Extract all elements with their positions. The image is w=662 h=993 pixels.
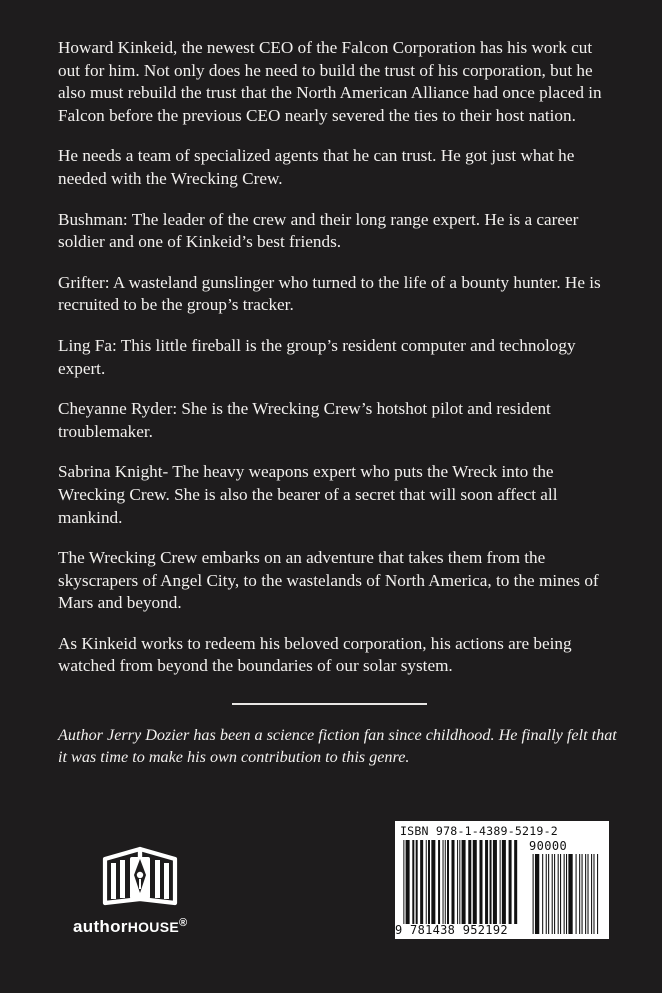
bookshelf-pen-icon xyxy=(97,843,183,909)
publisher-logo xyxy=(70,843,220,943)
isbn-barcode xyxy=(395,821,609,939)
blurb-paragraph: He needs a team of specialized agents that he can trust. He got just what he needed with the Wrecking Crew. xyxy=(58,146,575,188)
addon-barcode-bars xyxy=(529,854,603,934)
publisher-name xyxy=(73,917,187,937)
publisher-name-part2: HOUSE xyxy=(127,919,179,935)
addon-price-code: 90000 xyxy=(529,839,568,853)
section-divider xyxy=(232,703,427,705)
blurb-paragraph: Sabrina Knight- The heavy weapons expert who puts the Wreck into the Wrecking Crew. She is also the bearer of a secret that will soon affect all mankind. xyxy=(58,462,558,527)
blurb-paragraph: Cheyanne Ryder: She is the Wrecking Crew’s hotshot pilot and resident troublemaker. xyxy=(58,399,551,441)
author-bio: Author Jerry Dozier has been a science fiction fan since childhood. He finally felt that it was time to make his own contribution to this genre. xyxy=(58,726,617,767)
ean-digits: 9 781438 952192 xyxy=(395,923,508,937)
back-cover-blurb xyxy=(58,37,610,696)
blurb-paragraph: Bushman: The leader of the crew and their long range expert. He is a career soldier and one of Kinkeid’s best friends. xyxy=(58,209,579,252)
blurb-paragraph: Howard Kinkeid, the newest CEO of the Falcon Corporation has his work cut out for him. Not only does he need to build the trust of his corporation, but he also must rebuild the trust that the North American Alliance had once placed in Falcon before the previous CEO nearly severed the ties to their host nation. xyxy=(58,38,602,125)
ean-barcode-bars xyxy=(400,840,522,924)
isbn-label: ISBN 978-1-4389-5219-2 xyxy=(400,824,558,838)
blurb-paragraph: As Kinkeid works to redeem his beloved corporation, his actions are being watched from beyond the boundaries of our solar system. xyxy=(58,633,572,676)
blurb-paragraph: The Wrecking Crew embarks on an adventure that takes them from the skyscrapers of Angel City, to the wastelands of North America, to the mines of Mars and beyond. xyxy=(58,548,599,613)
blurb-paragraph: Grifter: A wasteland gunslinger who turned to the life of a bounty hunter. He is recruited to be the group’s tracker. xyxy=(58,272,601,315)
publisher-name-part1: author xyxy=(73,917,128,936)
registered-mark: ® xyxy=(178,917,188,929)
blurb-paragraph: Ling Fa: This little fireball is the group’s resident computer and technology expert. xyxy=(58,335,576,378)
